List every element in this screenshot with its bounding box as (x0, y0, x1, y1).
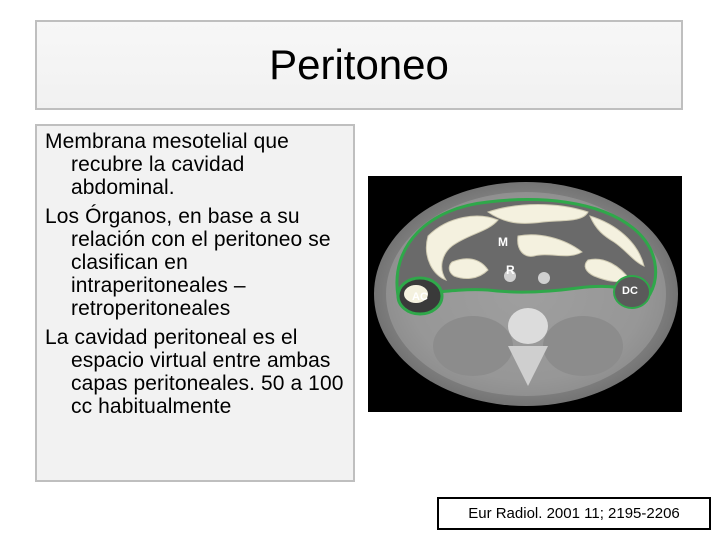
bullet-item: Los Órganos, en base a su relación con el peritoneo se clasifican en intraperitoneales – retroperitoneales (45, 205, 331, 320)
title-box (35, 20, 683, 110)
slide-title: Peritoneo (269, 41, 449, 88)
content-box (35, 124, 355, 482)
ct-scan-illustration (368, 176, 682, 412)
left-psoas (433, 316, 513, 376)
bullet-list (45, 130, 347, 418)
label-m: M (498, 235, 508, 249)
label-r: R (506, 263, 515, 277)
bullet-item: La cavidad peritoneal es el espacio virtual entre ambas capas peritoneales. 50 a 100 cc habitualmente (45, 326, 344, 418)
citation-text: Eur Radiol. 2001 11; 2195-2206 (468, 505, 680, 522)
ct-scan-image (368, 176, 682, 412)
right-psoas (543, 316, 623, 376)
citation-box (437, 497, 711, 530)
label-dc: DC (622, 285, 638, 297)
vertebral-body (508, 308, 548, 344)
label-ac: AC (412, 291, 428, 303)
bullet-item: Membrana mesotelial que recubre la cavidad abdominal. (45, 130, 289, 199)
